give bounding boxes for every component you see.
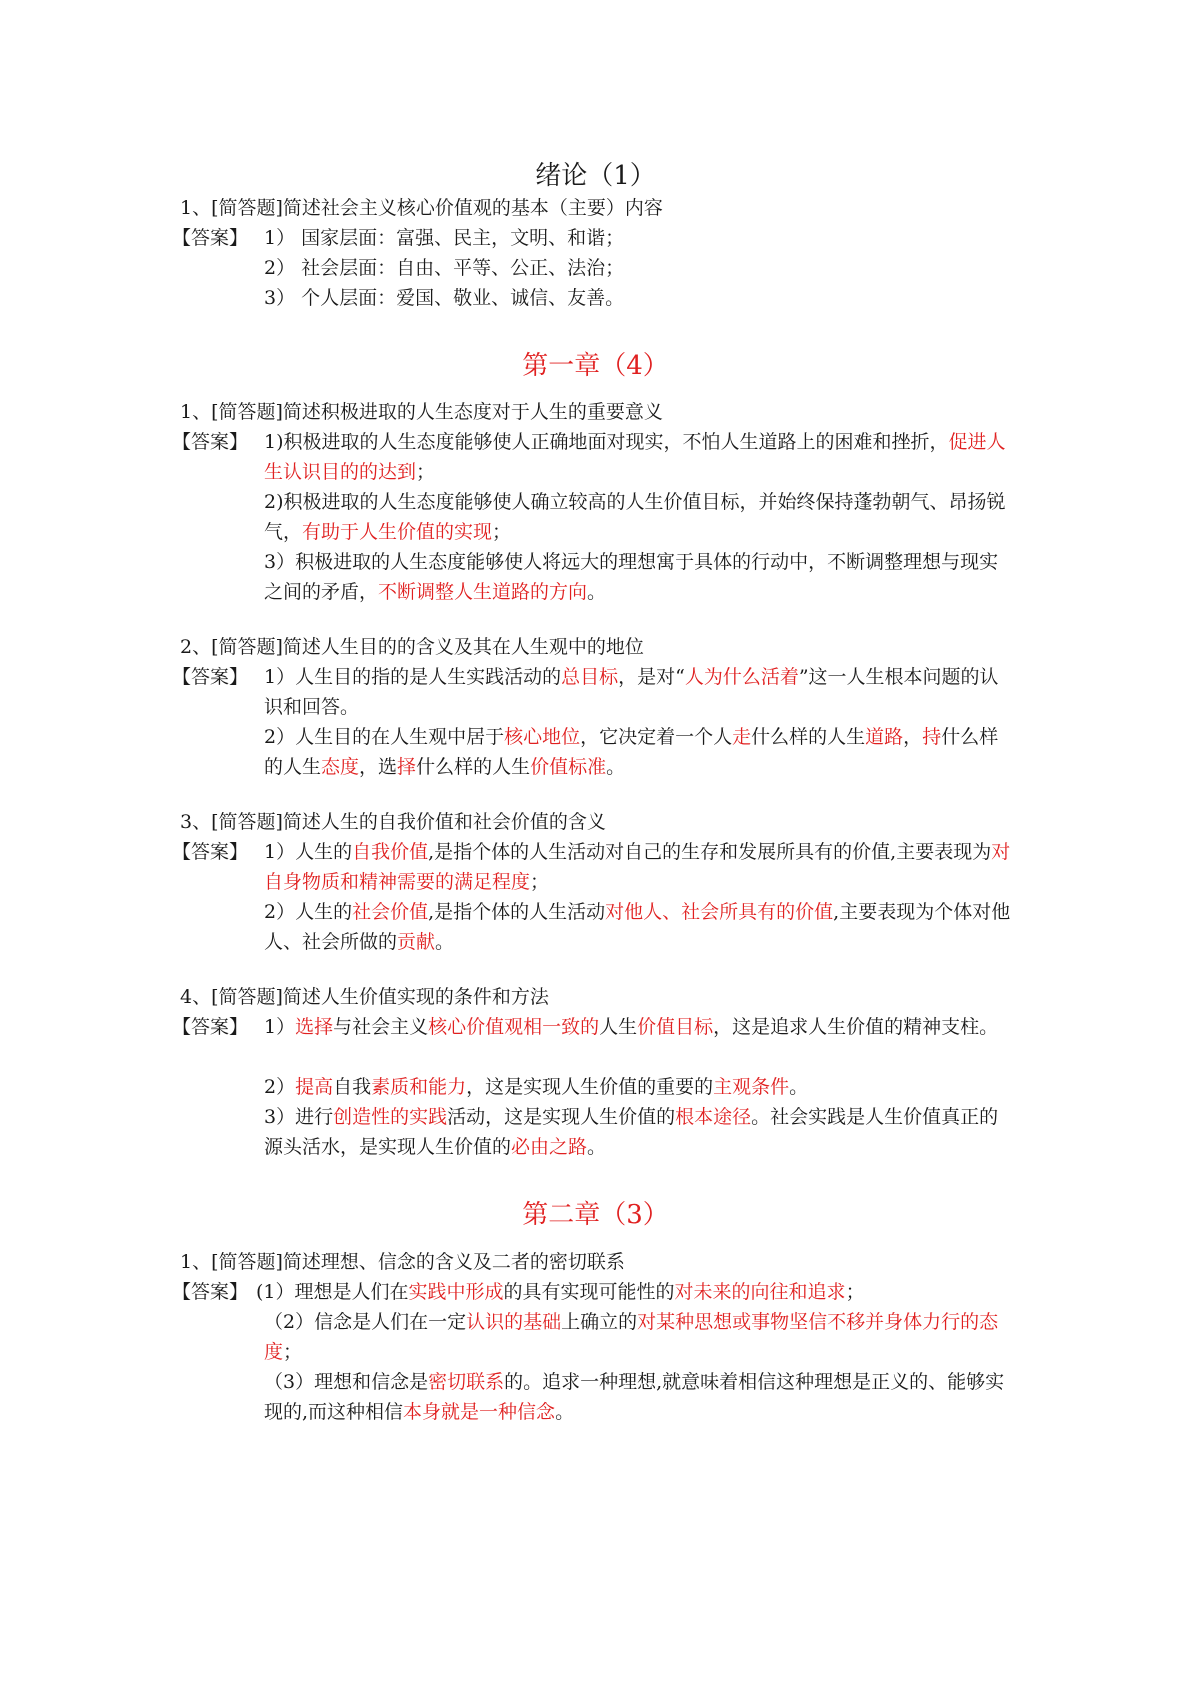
answer-text: 1）人生的 [264,841,353,863]
highlighted-text: 提高 [295,1076,334,1098]
answer-text: （2）信念是人们在一定 [264,1311,467,1333]
highlighted-text: 本身就是一种信念 [403,1401,556,1423]
answer-text: 。 [789,1076,809,1098]
answer-text: 活动，这是实现人生价值的 [447,1106,676,1128]
highlighted-text: 创造性的实践 [333,1106,448,1128]
question-text: 4、[简答题]简述人生价值实现的条件和方法 [180,986,549,1008]
question-text: 2、[简答题]简述人生目的的含义及其在人生观中的地位 [180,636,644,658]
answer-text: 的。追求一种理想,就意味着相信这种理想是正义的、能够实现的,而这种相信 [264,1371,1005,1423]
answer-text: ； [530,871,550,893]
answer-label: 【答案】 [172,1016,249,1038]
question-text: 1、[简答题]简述积极进取的人生态度对于人生的重要意义 [180,401,663,423]
answer-item [264,837,1016,897]
highlighted-text: 总目标 [561,666,619,688]
answer-label: 【答案】 [172,1281,249,1303]
answer-label: 【答案】 [172,431,249,453]
section-title: 第一章（4） [522,351,669,381]
highlighted-text: 人为什么活着 [684,666,799,688]
highlighted-text: 对未来的向往和追求 [674,1281,846,1303]
highlighted-text: 促进人生认识目的的达到 [264,431,1006,483]
answer-text: ，这是追求人生价值的精神支柱。 [713,1016,999,1038]
answer-text: 自我 [333,1076,372,1098]
answer-text: 2）人生的 [264,901,353,923]
answer-text: ，它决定着一个人 [580,726,733,748]
question-text: 1、[简答题]简述理想、信念的含义及二者的密切联系 [180,1251,625,1273]
answer-text: ，是对“ [618,666,685,688]
answer-text: 1） [264,1016,296,1038]
answer-text: (1）理想是人们在 [256,1281,409,1303]
answer-item [264,487,1016,547]
highlighted-text: 对他人、社会所具有的价值 [605,901,834,923]
question-text: 1、[简答题]简述社会主义核心价值观的基本（主要）内容 [180,197,663,219]
answer-text: 。 [587,1136,607,1158]
answer-text: ； [416,461,436,483]
answer-item [264,283,624,313]
answer-item [264,427,1016,487]
answer-text: 1)积极进取的人生态度能够使人正确地面对现实，不怕人生道路上的困难和挫折， [264,431,949,453]
answer-text: ”这一人生根本问题的认识和回答。 [264,666,999,718]
highlighted-text: 对自身物质和精神需要的满足程度 [264,841,1011,893]
highlighted-text: 不断调整人生道路的方向 [378,581,588,603]
section-title: 第二章（3） [522,1200,669,1230]
highlighted-text: 核心地位 [504,726,581,748]
highlighted-text: 持 [922,726,942,748]
answer-text: ，这是实现人生价值的重要的 [466,1076,714,1098]
highlighted-text: 价值目标 [637,1016,714,1038]
answer-text: ； [283,1341,303,1363]
section-title: 绪论（1） [535,161,656,191]
answer-text: 的具有实现可能性的 [503,1281,675,1303]
answer-text: 2)积极进取的人生态度能够使人确立较高的人生价值目标，并始终保持蓬勃朝气、昂扬锐气， [264,491,1006,543]
answer-text: 。 [606,756,626,778]
answer-text: 2）人生目的在人生观中居于 [264,726,505,748]
answer-text: 1）人生目的指的是人生实践活动的 [264,666,562,688]
highlighted-text: 主观条件 [713,1076,790,1098]
highlighted-text: 对某种思想或事物坚信不移并身体力行的态度 [264,1311,999,1363]
highlighted-text: 素质和能力 [371,1076,467,1098]
answer-text: 什么样的人生 [416,756,531,778]
highlighted-text: 走 [732,726,752,748]
answer-text: 什么样的人生 [264,726,999,778]
answer-text: ， [903,726,923,748]
answer-item [264,662,1016,722]
answer-text: 。 [587,581,607,603]
answer-item [264,1367,1016,1427]
answer-text: 。社会实践是人生价值真正的源头活水，是实现人生价值的 [264,1106,999,1158]
answer-text: ； [492,521,512,543]
highlighted-text: 认识的基础 [466,1311,562,1333]
answer-label: 【答案】 [172,227,249,249]
answer-item [264,897,1016,957]
highlighted-text: 道路 [865,726,904,748]
highlighted-text: 密切联系 [428,1371,505,1393]
highlighted-text: 择 [397,756,417,778]
answer-item [264,1307,1016,1367]
highlighted-text: 自我价值 [352,841,429,863]
highlighted-text: 根本途径 [675,1106,752,1128]
answer-text: 与社会主义 [333,1016,429,1038]
answer-text: ，选 [359,756,398,778]
answer-label: 【答案】 [172,666,249,688]
answer-text: 2） [264,1076,296,1098]
answer-text: 。 [435,931,455,953]
answer-text: ； [845,1281,865,1303]
answer-text: 2） 社会层面：自由、平等、公正、法治； [264,257,625,279]
answer-text: （3）理想和信念是 [264,1371,429,1393]
answer-text: 上确立的 [561,1311,638,1333]
answer-item [264,547,1016,607]
highlighted-text: 态度 [321,756,360,778]
answer-item [264,722,1016,782]
highlighted-text: 社会价值 [352,901,429,923]
answer-label: 【答案】 [172,841,249,863]
answer-text: 3）进行 [264,1106,334,1128]
highlighted-text: 价值标准 [530,756,607,778]
answer-text: 1） 国家层面：富强、民主，文明、和谐； [264,227,625,249]
answer-text: 。 [555,1401,575,1423]
answer-text: ,是指个体的人生活动对自己的生存和发展所具有的价值,主要表现为 [428,841,992,863]
highlighted-text: 贡献 [397,931,436,953]
answer-item [264,253,624,283]
answer-item [264,1102,1016,1162]
answer-text: 3） 个人层面：爱国、敬业、诚信、友善。 [264,287,625,309]
answer-text: ,是指个体的人生活动 [428,901,606,923]
highlighted-text: 选择 [295,1016,334,1038]
highlighted-text: 必由之路 [511,1136,588,1158]
answer-text: 人生 [599,1016,638,1038]
answer-text: 什么样的人生 [751,726,866,748]
highlighted-text: 实践中形成 [408,1281,504,1303]
answer-text: ,主要表现为个体对他人、社会所做的 [264,901,1011,953]
highlighted-text: 有助于人生价值的实现 [302,521,493,543]
answer-item [256,1277,1008,1307]
answer-item [264,223,624,253]
highlighted-text: 核心价值观相一致的 [428,1016,600,1038]
answer-text: 3）积极进取的人生态度能够使人将远大的理想寓于具体的行动中，不断调整理想与现实之间的矛盾， [264,551,999,603]
answer-item [264,1072,1016,1102]
question-text: 3、[简答题]简述人生的自我价值和社会价值的含义 [180,811,606,833]
answer-item [264,1012,1016,1042]
